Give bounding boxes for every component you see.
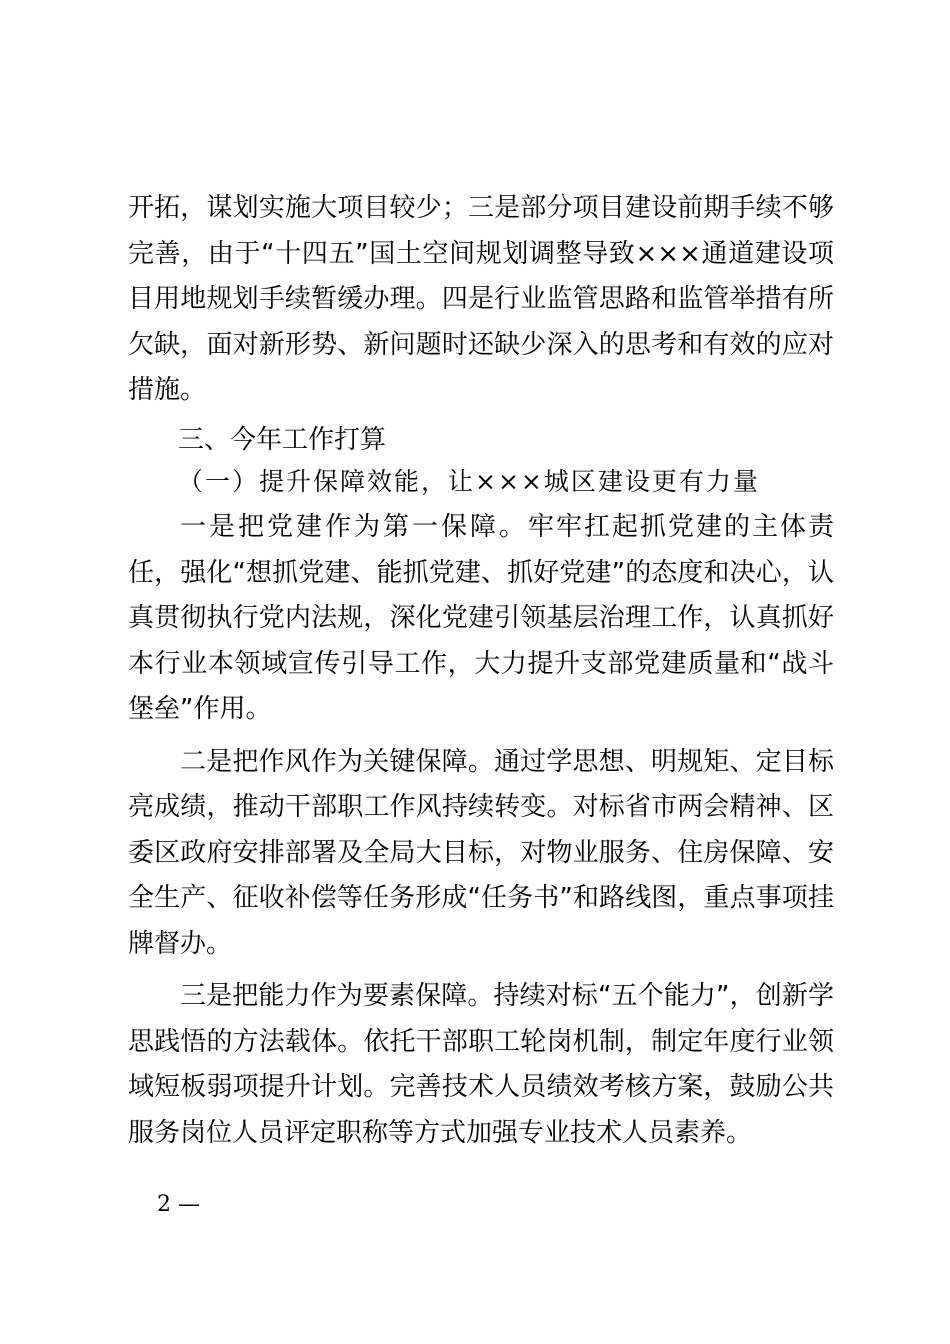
page-number: 2 — <box>157 1192 200 1217</box>
subsection-heading: （一）提升保障效能，让×××城区建设更有力量 <box>178 467 760 496</box>
continuation-text: 开拓，谋划实施大项目较少；三是部分项目建设前期手续不够完善，由于“十四五”国土空间规划调整导致×××通道建设项目用地规划手续暂缓办理。四是行业监管思路和监管举措有所欠缺，面对新形势、新问题时还缺少深入的思考和有效的应对措施。 <box>128 193 834 405</box>
paragraph-lead: 二是把作风作为关键保障。 <box>180 746 494 777</box>
paragraph-lead: 三是把能力作为要素保障。 <box>180 981 494 1011</box>
continuation-paragraph <box>128 186 834 414</box>
paragraph-lead: 一是把党建作为第一保障。 <box>180 512 528 542</box>
paragraph-work-style <box>128 740 834 968</box>
paragraph-body: 通过学思想、明规矩、定目标亮成绩，推动干部职工作风持续转变。对标省市两会精神、区委区政府安排部署及全局大目标，对物业服务、住房保障、安全生产、征收补偿等任务形成“任务书”和路线图，重点事项挂牌督办。 <box>128 746 834 959</box>
section-heading: 三、今年工作打算 <box>178 425 387 455</box>
paragraph-party-building <box>128 505 834 733</box>
paragraph-body: 牢牢扛起抓党建的主体责任，强化“想抓党建、能抓党建、抓好党建”的态度和决心，认真贯彻执行党内法规，深化党建引领基层治理工作，认真抓好本行业本领域宣传引导工作，大力提升支部党建质量和“战斗堡垒”作用。 <box>128 512 834 724</box>
paragraph-body: 持续对标“五个能力”，创新学思践悟的方法载体。依托干部职工轮岗机制，制定年度行业领域短板弱项提升计划。完善技术人员绩效考核方案，鼓励公共服务岗位人员评定职称等方式加强专业技术人员素养。 <box>128 981 834 1148</box>
paragraph-capability <box>128 974 834 1156</box>
paragraph-list <box>128 505 834 1163</box>
